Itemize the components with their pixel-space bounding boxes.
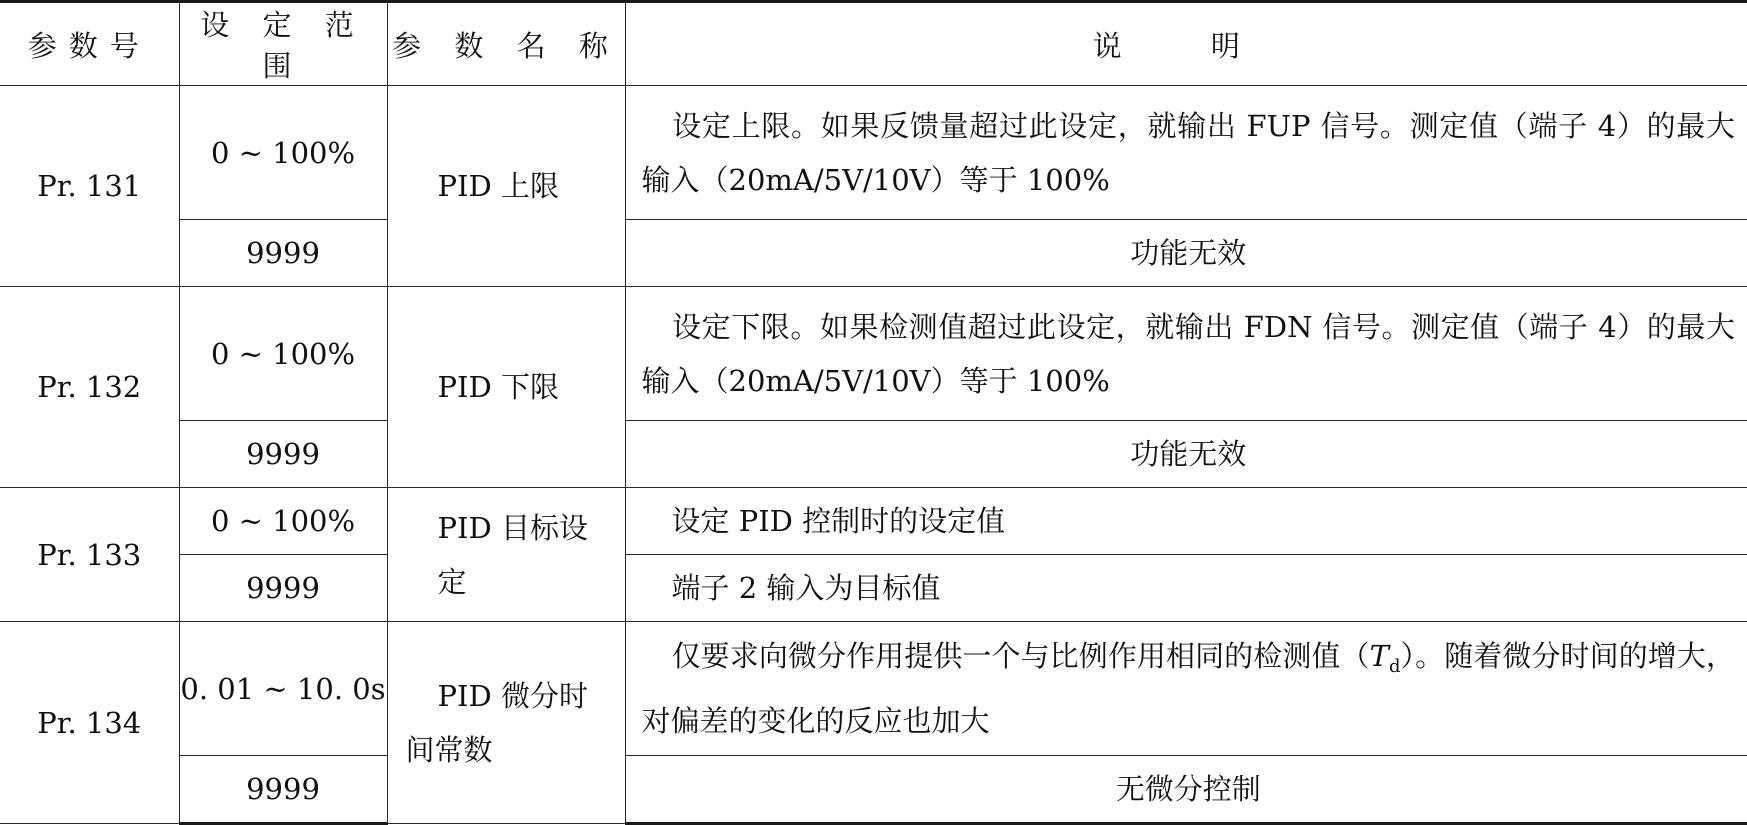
description-text: 设定上限。如果反馈量超过此设定，就输出 FUP 信号。测定值（端子 4）的最大输入（20mA/5V/10V）等于 100%: [641, 108, 1735, 197]
description-cell: 端子 2 输入为目标值: [625, 555, 1747, 622]
header-param-no: 参数号: [0, 2, 179, 86]
param-number: Pr. 133: [0, 488, 179, 622]
range-cell: 9999: [179, 756, 387, 824]
header-name: 参 数 名 称: [387, 2, 625, 86]
param-name: PID 下限: [387, 287, 625, 488]
param-name: PID 目标设定: [387, 488, 625, 622]
param-name-text: PID 微分时间常数: [405, 678, 588, 767]
description-cell: [625, 86, 1747, 220]
range-cell: 9999: [179, 555, 387, 622]
range-cell: 9999: [179, 220, 387, 287]
symbol-t: T: [1369, 639, 1389, 673]
range-cell: 9999: [179, 421, 387, 488]
description-cell: 设定 PID 控制时的设定值: [625, 488, 1747, 555]
table-row: [0, 86, 1747, 220]
description-cell: [625, 622, 1747, 756]
param-name: PID 上限: [387, 86, 625, 287]
header-range: 设 定 范 围: [179, 2, 387, 86]
range-cell: 0 ~ 100%: [179, 488, 387, 555]
range-cell: 0. 01 ~ 10. 0s: [179, 622, 387, 756]
param-number: Pr. 131: [0, 86, 179, 287]
table-row: [0, 622, 1747, 756]
description-text-b: ）。随着微分时间的增大，对偏差的变化的反应也加大: [641, 639, 1735, 738]
range-cell: 0 ~ 100%: [179, 86, 387, 220]
symbol-subscript-d: d: [1388, 656, 1401, 677]
header-desc: 说 明: [625, 2, 1747, 86]
param-number: Pr. 134: [0, 622, 179, 824]
description-cell: 功能无效: [625, 220, 1747, 287]
param-number: Pr. 132: [0, 287, 179, 488]
table-row: [0, 421, 1747, 488]
table-row: [0, 287, 1747, 421]
description-text: 设定下限。如果检测值超过此设定，就输出 FDN 信号。测定值（端子 4）的最大输入（20mA/5V/10V）等于 100%: [641, 309, 1735, 398]
description-cell: 无微分控制: [625, 756, 1747, 824]
range-cell: 0 ~ 100%: [179, 287, 387, 421]
table-row: [0, 555, 1747, 622]
header-row: [0, 2, 1747, 86]
description-cell: [625, 287, 1747, 421]
table-row: [0, 488, 1747, 555]
param-name: [387, 622, 625, 824]
table-row: [0, 756, 1747, 824]
table-row: [0, 220, 1747, 287]
description-text-a: 仅要求向微分作用提供一个与比例作用相同的检测值（: [671, 639, 1370, 673]
description-cell: 功能无效: [625, 421, 1747, 488]
